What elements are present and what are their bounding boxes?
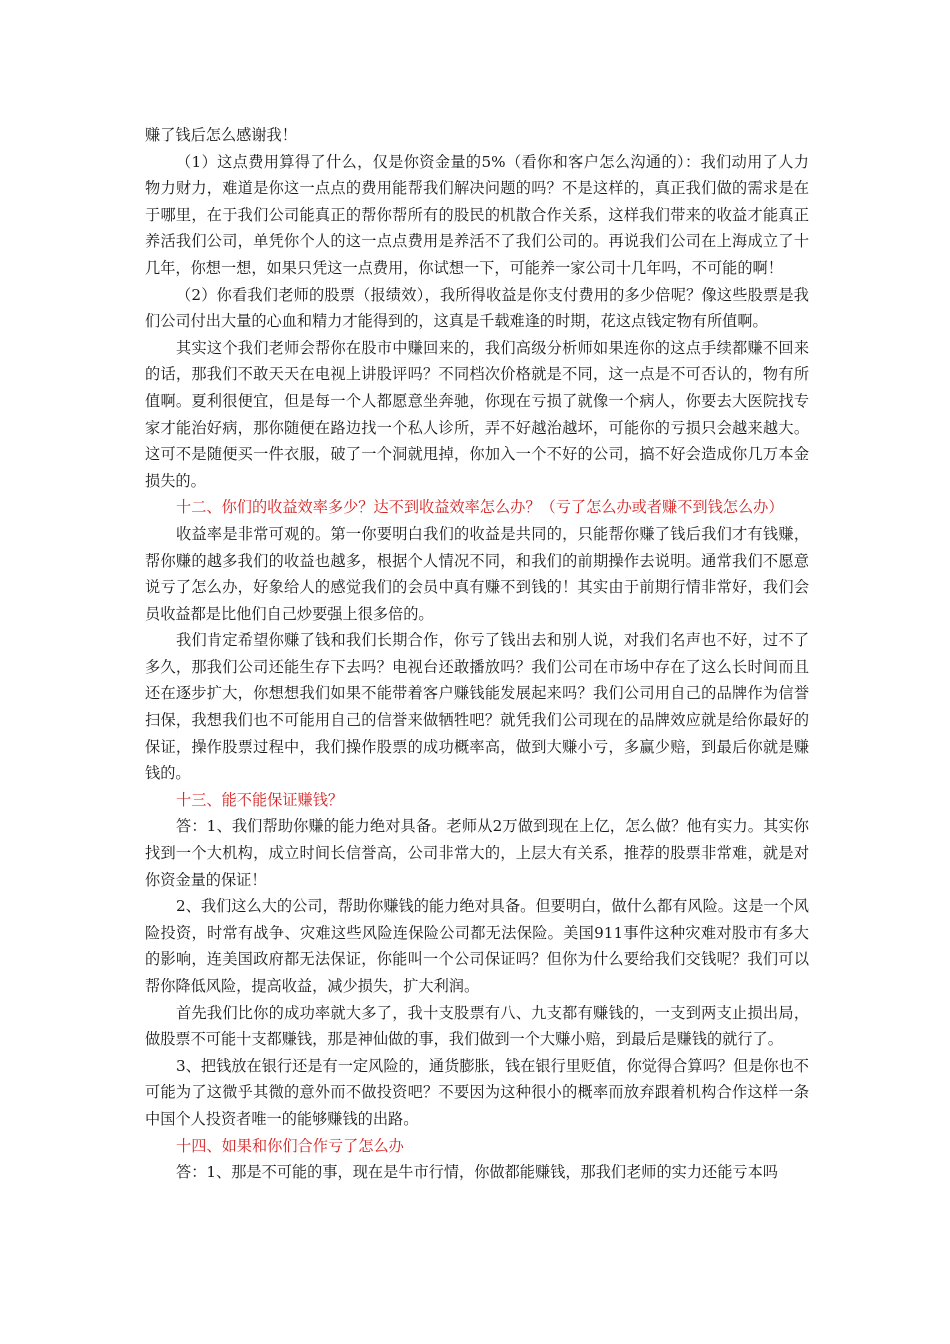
section-heading-12: 十二、你们的收益效率多少？达不到收益效率怎么办？（亏了怎么办或者赚不到钱怎么办） xyxy=(176,498,784,517)
document-page xyxy=(145,122,809,1186)
paragraph-answer-1: 答：1、我们帮助你赚的能力绝对具备。老师从2万做到现在上亿，怎么做？他有实力。其实你找到一个大机构，成立时间长信誉高，公司非常大的，上层大有关系，推荐的股票非常难，就是对你资金量的保证！ xyxy=(145,817,809,889)
paragraph-answer-2: 2、我们这么大的公司，帮助你赚钱的能力绝对具备。但要明白，做什么都有风险。这是一个风险投资，时常有战争、灾难这些风险连保险公司都无法保险。美国911事件这种灾难对股市有多大的影响，连美国政府都无法保证，你能叫一个公司保证吗？但你为什么要给我们交钱呢？我们可以帮你降低风险，提高收益，减少损失，扩大利润。 xyxy=(145,897,809,995)
paragraph-answer-14: 答：1、那是不可能的事，现在是牛市行情，你做都能赚钱，那我们老师的实力还能亏本吗 xyxy=(176,1163,778,1182)
paragraph-yield: 收益率是非常可观的。第一你要明白我们的收益是共同的，只能帮你赚了钱后我们才有钱赚，帮你赚的越多我们的收益也越多，根据个人情况不同，和我们的前期操作去说明。通常我们不愿意说亏了怎么办，好象给人的感觉我们的会员中真有赚不到钱的！其实由于前期行情非常好，我们会员收益都是比他们自己炒要强上很多倍的。 xyxy=(145,524,809,623)
paragraph-fee-point-2: （2）你看我们老师的股票（报绩效），我所得收益是你支付费用的多少倍呢？像这些股票是我们公司付出大量的心血和精力才能得到的，这真是千载难逢的时期，花这点钱定物有所值啊。 xyxy=(145,285,809,331)
paragraph-success-rate: 首先我们比你的成功率就大多了，我十支股票有八、九支都有赚钱的，一支到两支止损出局，做股票不可能十支都赚钱，那是神仙做的事，我们做到一个大赚小赔，到最后是赚钱的就行了。 xyxy=(145,1003,809,1049)
paragraph-answer-3: 3、把钱放在银行还是有一定风险的，通货膨胀，钱在银行里贬值，你觉得合算吗？但是你也不可能为了这微乎其微的意外而不做投资吧？不要因为这种很小的概率而放弃跟着机构合作这样一条中国个人投资者唯一的能够赚钱的出路。 xyxy=(145,1056,809,1128)
section-heading-13: 十三、能不能保证赚钱？ xyxy=(176,790,344,809)
paragraph-value: 其实这个我们老师会帮你在股市中赚回来的，我们高级分析师如果连你的这点手续都赚不回来的话，那我们不敢天天在电视上讲股评吗？不同档次价格就是不同，这一点是不可否认的，物有所值啊。夏利很便宜，但是每一个人都愿意坐奔驰，你现在亏损了就像一个病人，你要去大医院找专家才能治好病，那你随便在路边找一个私人诊所，弄不好越治越坏，可能你的亏损只会越来越大。这可不是随便买一件衣服，破了一个洞就甩掉，你加入一个不好的公司，搞不好会造成你几万本金损失的。 xyxy=(145,338,809,490)
paragraph-fee-point-1: （1）这点费用算得了什么，仅是你资金量的5%（看你和客户怎么沟通的）：我们动用了人力物力财力，难道是你这一点点的费用能帮我们解决问题的吗？不是这样的，真正我们做的需求是在于哪里，在于我们公司能真正的帮你帮所有的股民的机散合作关系，这样我们带来的收益才能真正养活我们公司，单凭你个人的这一点点费用是养活不了我们公司的。再说我们公司在上海成立了十几年，你想一想，如果只凭这一点费用，你试想一下，可能养一家公司十几年吗，不可能的啊！ xyxy=(145,152,809,277)
paragraph-long-term: 我们肯定希望你赚了钱和我们长期合作，你亏了钱出去和别人说，对我们名声也不好，过不了多久，那我们公司还能生存下去吗？电视台还敢播放吗？我们公司在市场中存在了这么长时间而且还在逐步扩大，你想想我们如果不能带着客户赚钱能发展起来吗？我们公司用自己的品牌作为信誉扫保，我想我们也不可能用自己的信誉来做牺牲吧？就凭我们公司现在的品牌效应就是给你最好的保证，操作股票过程中，我们操作股票的成功概率高，做到大赚小亏，多赢少赔，到最后你就是赚钱的。 xyxy=(145,631,809,783)
paragraph-intro: 赚了钱后怎么感谢我！ xyxy=(145,126,297,144)
section-heading-14: 十四、如果和你们合作亏了怎么办 xyxy=(176,1136,404,1155)
